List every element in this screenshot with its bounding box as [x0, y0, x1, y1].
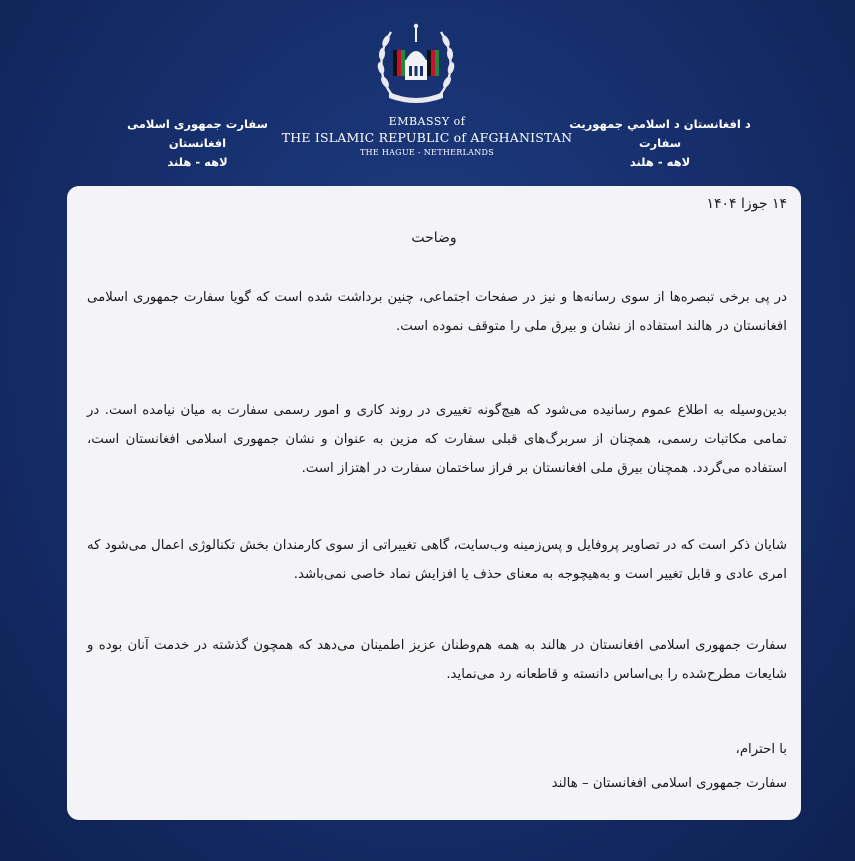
letter-subject: وضاحت	[411, 230, 457, 246]
embassy-location-line: THE HAGUE - NETHERLANDS	[359, 148, 495, 157]
afghanistan-emblem-icon	[373, 14, 459, 106]
letter-signature: سفارت جمهوری اسلامی افغانستان – هالند	[551, 776, 787, 791]
letterhead-dari-city: لاهه - هلند	[167, 155, 228, 169]
letterhead-pashto-block	[560, 115, 760, 172]
statement-card	[67, 186, 801, 820]
paragraph-4: سفارت جمهوری اسلامی افغانستان در هالند به همه هم‌وطنان عزیز اطمینان می‌دهد که همچون گذشته در خدمت آنان بوده و شایعات مطرح‌شده را بی‌اساس دانسته و قاطعانه رد می‌نماید.	[87, 638, 787, 682]
letterhead-dari-title: سفارت جمهوری اسلامی افغانستان	[127, 117, 268, 150]
paragraph-1: در پی برخی تبصره‌ها از سوی رسانه‌ها و نیز در صفحات اجتماعی، چنین برداشت شده است که گویا سفارت جمهوری اسلامی افغانستان در هالند استفاده از نشان و بیرق ملی را متوقف نموده است.	[87, 290, 787, 334]
paragraph-3: شایان ذکر است که در تصاویر پروفایل و پس‌زمینه وب‌سایت، گاهی تغییراتی از سوی کارمندان بخش تکنالوژی اعمال می‌شود که امری عادی و قابل تغییر است و به‌هیچوجه به معنای حذف یا افزایش نماد خاصی نمی‌باشد.	[87, 538, 787, 582]
letter-closing: با احترام،	[735, 742, 787, 757]
letterhead-dari-block	[110, 115, 285, 172]
paragraph-2: بدین‌وسیله به اطلاع عموم رسانیده می‌شود که هیچ‌گونه تغییری در روند کاری و امور رسمی سفارت به میان نیامده است. در تمامی مکاتبات رسمی، همچنان از سربرگ‌های قبلی سفارت که مزین به عنوان و نشان جمهوری اسلامی افغانستان است، استفاده می‌گردد. همچنان بیرق ملی افغانستان بر فراز ساختمان سفارت در اهتزاز است.	[87, 403, 787, 476]
letterhead-pashto-title: د افغانستان د اسلامي جمهوريت سفارت	[569, 117, 751, 150]
embassy-of-line: EMBASSY of	[388, 115, 466, 128]
embassy-name-line: THE ISLAMIC REPUBLIC of AFGHANISTAN	[281, 130, 573, 145]
letter-date: ۱۴ جوزا ۱۴۰۴	[706, 196, 787, 212]
letterhead-pashto-city: لاهه - هلند	[629, 155, 691, 169]
letterhead	[0, 0, 855, 185]
